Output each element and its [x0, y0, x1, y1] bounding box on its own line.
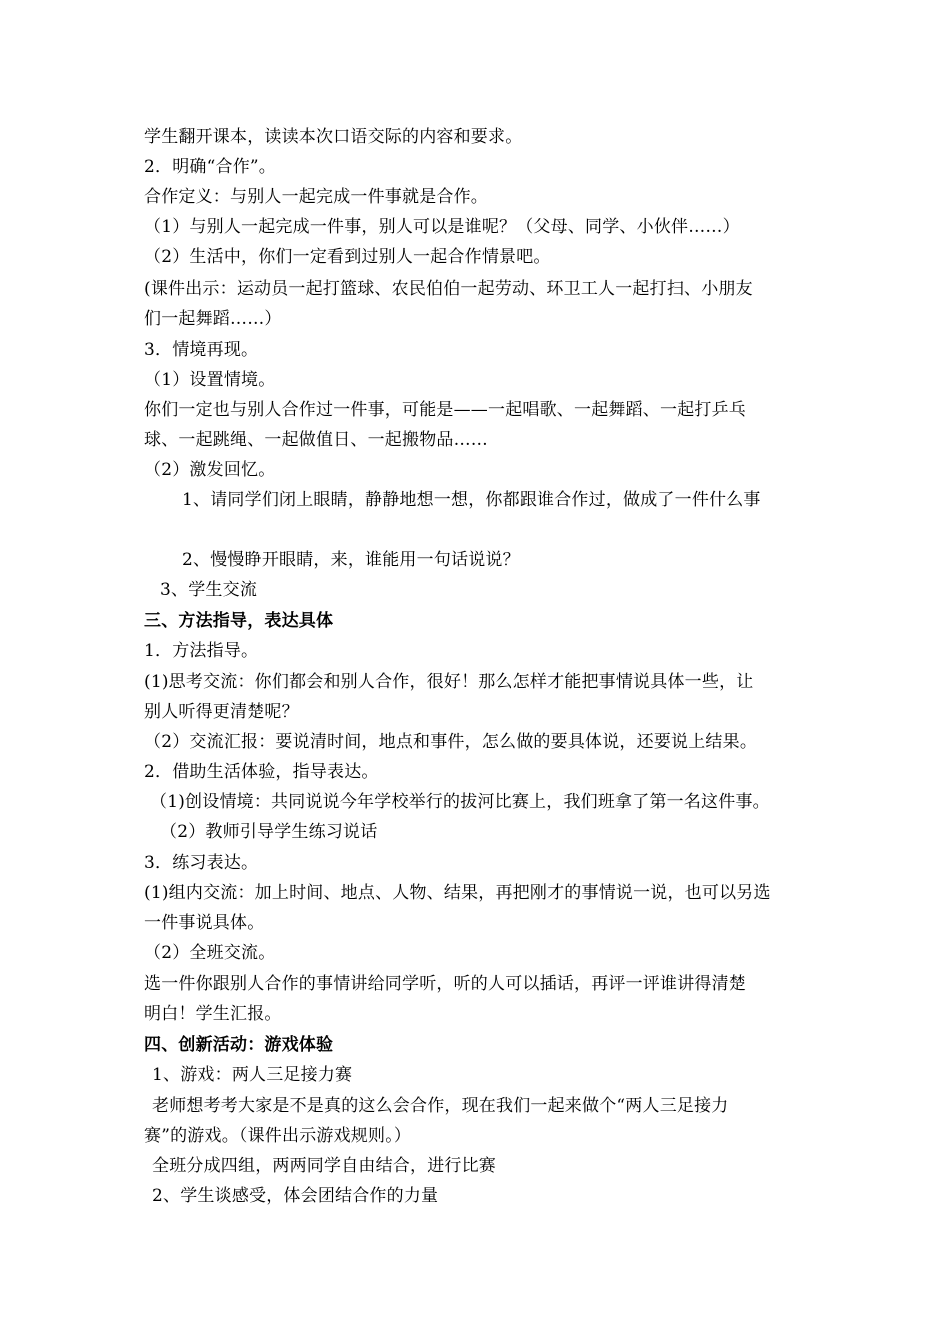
- text-line: (1)组内交流：加上时间、地点、人物、结果，再把刚才的事情说一说，也可以另选: [144, 883, 771, 903]
- text-line: （1)创设情境：共同说说今年学校举行的拔河比赛上，我们班拿了第一名这件事。: [150, 792, 770, 812]
- text-line: 你们一定也与别人合作过一件事，可能是——一起唱歌、一起舞蹈、一起打乒乓: [144, 400, 746, 420]
- text-line: 合作定义：与别人一起完成一件事就是合作。: [144, 187, 488, 207]
- text-line: （2）激发回忆。: [144, 460, 276, 480]
- text-line: 明白！学生汇报。: [144, 1004, 282, 1024]
- text-line: 赛”的游戏。（课件出示游戏规则。）: [144, 1126, 412, 1146]
- text-line: (1)思考交流：你们都会和别人合作，很好！那么怎样才能把事情说具体一些，让: [144, 672, 754, 692]
- text-line: 球、一起跳绳、一起做值日、一起搬物品……: [144, 430, 488, 450]
- section-heading: 三、方法指导，表达具体: [144, 611, 334, 631]
- text-line: 2．借助生活体验，指导表达。: [144, 762, 379, 782]
- text-line: （2）全班交流。: [144, 943, 276, 963]
- text-line: 1、游戏：两人三足接力赛: [152, 1065, 353, 1085]
- text-line: （1）与别人一起完成一件事，别人可以是谁呢？（父母、同学、小伙伴……）: [144, 217, 740, 237]
- text-line: (课件出示：运动员一起打篮球、农民伯伯一起劳动、环卫工人一起打扫、小朋友: [144, 279, 753, 299]
- text-line: 3、学生交流: [160, 580, 258, 600]
- text-line: 1．方法指导。: [144, 641, 259, 661]
- text-line: （1）设置情境。: [144, 370, 276, 390]
- text-line: 3．情境再现。: [144, 340, 259, 360]
- text-line: 一件事说具体。: [144, 913, 265, 933]
- text-line: （2）交流汇报：要说清时间，地点和事件，怎么做的要具体说，还要说上结果。: [144, 732, 758, 752]
- text-line: （2）教师引导学生练习说话: [160, 822, 378, 842]
- text-line: 学生翻开课本，读读本次口语交际的内容和要求。: [144, 127, 523, 147]
- text-line: 2．明确“合作”。: [144, 157, 276, 177]
- text-line: 全班分成四组，两两同学自由结合，进行比赛: [152, 1156, 496, 1176]
- text-line: 2、慢慢睁开眼睛，来，谁能用一句话说说？: [182, 550, 520, 570]
- text-line: 选一件你跟别人合作的事情讲给同学听，听的人可以插话，再评一评谁讲得清楚: [144, 974, 746, 994]
- section-heading: 四、创新活动：游戏体验: [144, 1035, 334, 1055]
- text-line: （2）生活中，你们一定看到过别人一起合作情景吧。: [144, 247, 551, 267]
- text-line: 2、学生谈感受，体会团结合作的力量: [152, 1186, 439, 1206]
- text-line: 们一起舞蹈……）: [144, 309, 282, 329]
- text-line: 1、请同学们闭上眼睛，静静地想一想，你都跟谁合作过，做成了一件什么事: [182, 490, 761, 510]
- text-line: 老师想考考大家是不是真的这么会合作，现在我们一起来做个“两人三足接力: [152, 1096, 729, 1116]
- text-line: 别人听得更清楚呢？: [144, 702, 299, 722]
- text-line: 3．练习表达。: [144, 853, 259, 873]
